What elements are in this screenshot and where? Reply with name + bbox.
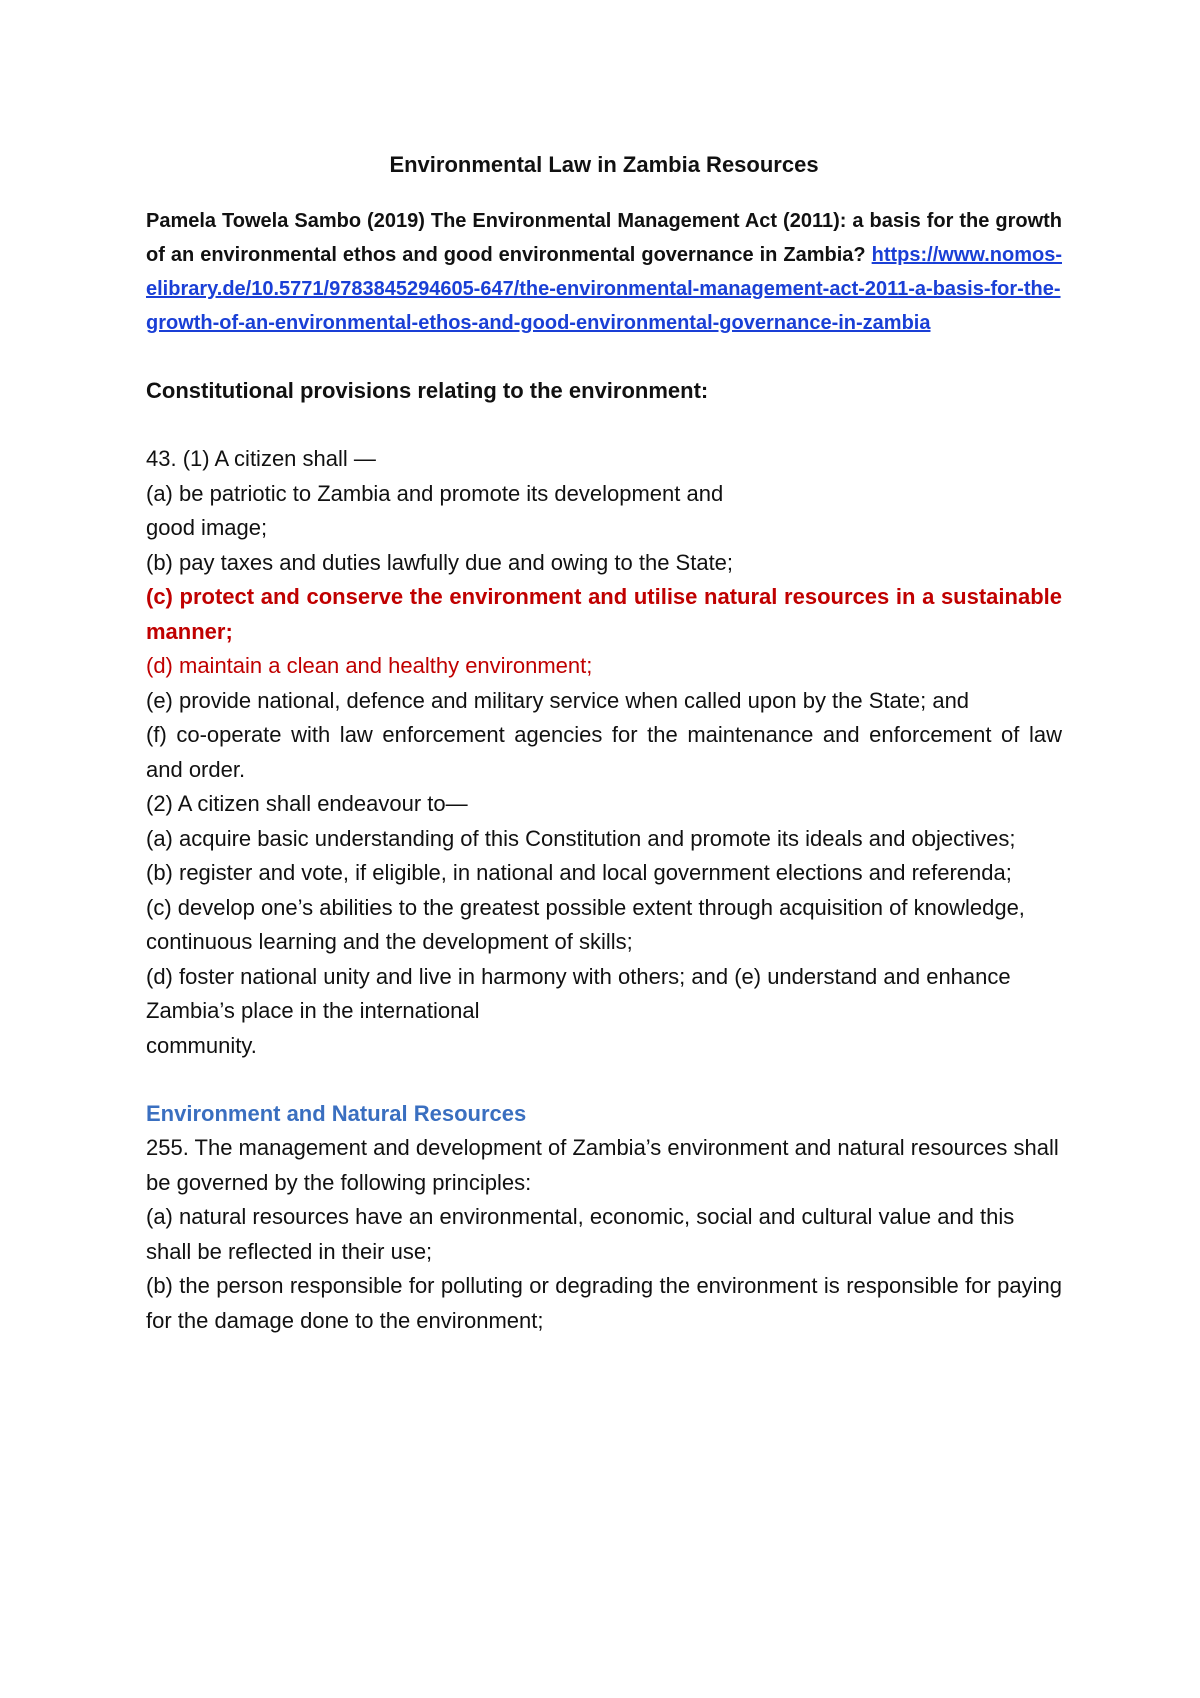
article-43-2-intro: (2) A citizen shall endeavour to—: [146, 791, 468, 816]
article-43-2-d-end: community.: [146, 1032, 257, 1058]
article-43-d: (d) maintain a clean and healthy environment;: [146, 653, 593, 678]
article-43-intro: 43. (1) A citizen shall —: [146, 446, 376, 471]
citation-text: Pamela Towela Sambo (2019) The Environmental Management Act (2011): a basis for the growth of an environmental ethos and good environmental governance in Zambia?: [146, 210, 1062, 266]
article-43-b: (b) pay taxes and duties lawfully due and owing to the State;: [146, 549, 734, 575]
citation: [146, 204, 1062, 340]
citation-link[interactable]: https://www.nomos-elibrary.de/10.5771/9783845294605-647/the-environmental-management-act-2011-a-basis-for-the-growth-of-an-environmental-ethos-and-good-environmental-governance-in-zambia: [146, 244, 1062, 334]
article-43-2-d: (d) foster national unity and live in harmony with others; and (e) understand and enhance Zambia’s place in the international: [146, 963, 1011, 1023]
article-43: [146, 442, 1062, 1063]
article-43-2-c: (c) develop one’s abilities to the greatest possible extent through acquisition of knowledge, continuous learning and the development of skills;: [146, 894, 1025, 954]
article-43-2-b: (b) register and vote, if eligible, in national and local government elections and referenda;: [146, 860, 1012, 885]
document-title: Environmental Law in Zambia Resources: [389, 152, 819, 177]
article-43-2-a: (a) acquire basic understanding of this Constitution and promote its ideals and objectives;: [146, 825, 1016, 851]
article-255-b: (b) the person responsible for polluting or degrading the environment is responsible for paying for the damage done to the environment;: [146, 1273, 1062, 1333]
environment-heading: Environment and Natural Resources: [146, 1101, 527, 1126]
article-43-c: (c) protect and conserve the environment and utilise natural resources in a sustainable manner;: [146, 584, 1062, 644]
article-255-intro: 255. The management and development of Zambia’s environment and natural resources shall be governed by the following principles:: [146, 1135, 1059, 1195]
article-43-a-line1: (a) be patriotic to Zambia and promote its development and: [146, 480, 724, 506]
article-43-f: (f) co-operate with law enforcement agencies for the maintenance and enforcement of law and order.: [146, 722, 1062, 782]
article-255-a: (a) natural resources have an environmental, economic, social and cultural value and this shall be reflected in their use;: [146, 1204, 1015, 1264]
article-255: [146, 1131, 1062, 1338]
constitutional-heading: Constitutional provisions relating to the environment:: [146, 378, 709, 403]
article-43-e: (e) provide national, defence and military service when called upon by the State; and: [146, 687, 970, 713]
article-43-a-line2: good image;: [146, 515, 268, 540]
